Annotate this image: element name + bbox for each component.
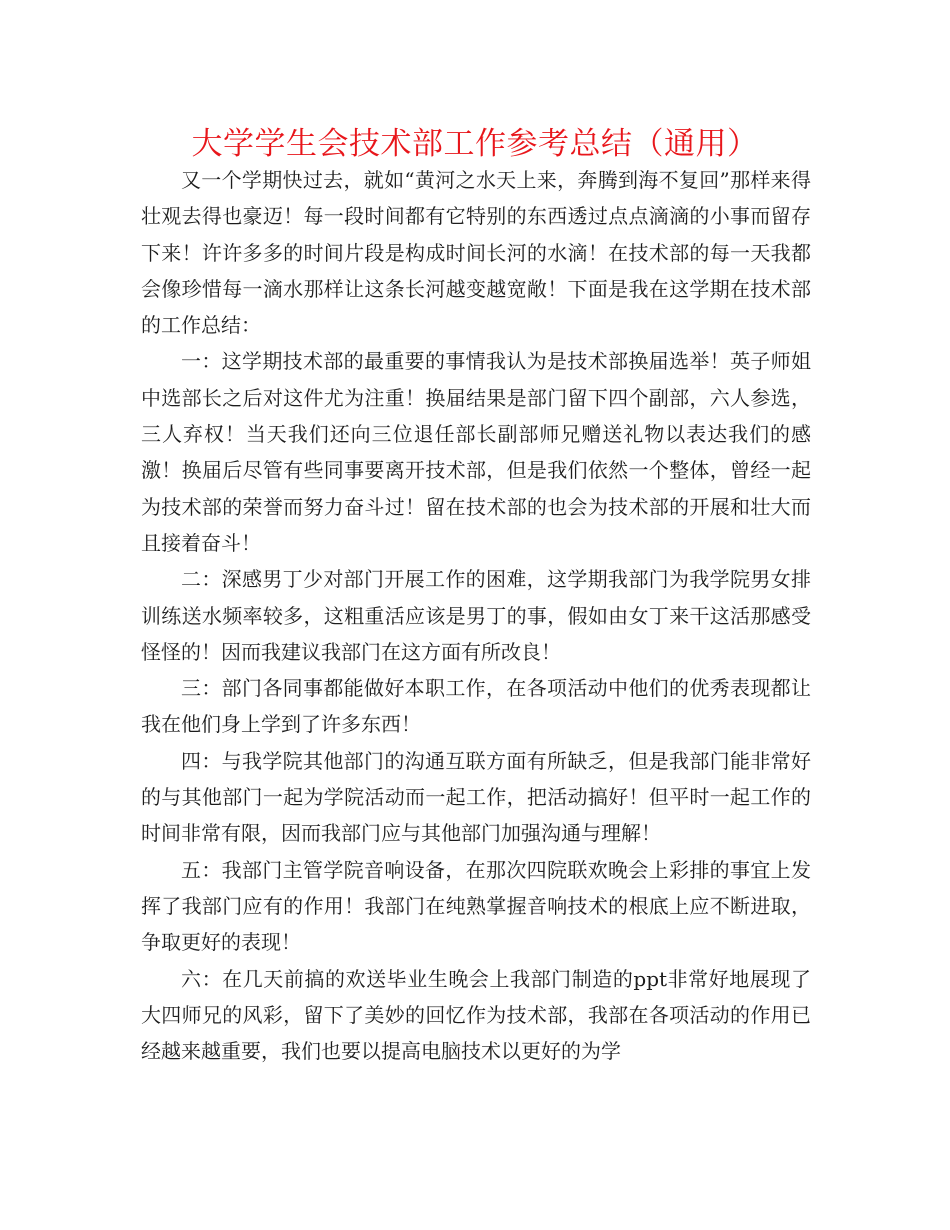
paragraph-point-6: 六：在几天前搞的欢送毕业生晚会上我部门制造的ppt非常好地展现了大四师兄的风彩，留下了美妙的回忆作为技术部，我部在各项活动的作用已经越来越重要，我们也要以提高电脑技术以更好的为学 — [141, 966, 811, 1064]
document-title: 大学学生会技术部工作参考总结（通用） — [191, 126, 759, 162]
paragraph-intro: 又一个学期快过去，就如“黄河之水天上来，奔腾到海不复回”那样来得壮观去得也豪迈！每一段时间都有它特别的东西透过点点滴滴的小事而留存下来！许许多多的时间片段是构成时间长河的水滴！在技术部的每一天我都会像珍惜每一滴水那样让这条长河越变越宽敞！下面是我在这学期在技术部的工作总结： — [141, 168, 811, 338]
paragraph-point-4: 四：与我学院其他部门的沟通互联方面有所缺乏，但是我部门能非常好的与其他部门一起为学院活动而一起工作，把活动搞好！但平时一起工作的时间非常有限，因而我部门应与其他部门加强沟通与理解！ — [141, 748, 811, 846]
paragraph-point-5: 五：我部门主管学院音响设备，在那次四院联欢晚会上彩排的事宜上发挥了我部门应有的作用！我部门在纯熟掌握音响技术的根底上应不断进取，争取更好的表现！ — [141, 857, 811, 955]
paragraph-point-1: 一：这学期技术部的最重要的事情我认为是技术部换届选举！英子师姐中选部长之后对这件尤为注重！换届结果是部门留下四个副部，六人参选，三人弃权！当天我们还向三位退任部长副部师兄赠送礼物以表达我们的感激！换届后尽管有些同事要离开技术部，但是我们依然一个整体，曾经一起为技术部的荣誉而努力奋斗过！留在技术部的也会为技术部的开展和壮大而且接着奋斗！ — [141, 349, 811, 555]
paragraph-point-2: 二：深感男丁少对部门开展工作的困难，这学期我部门为我学院男女排训练送水频率较多，这粗重活应该是男丁的事，假如由女丁来干这活那感受怪怪的！因而我建议我部门在这方面有所改良！ — [141, 567, 811, 664]
paragraph-point-3: 三：部门各同事都能做好本职工作，在各项活动中他们的优秀表现都让我在他们身上学到了许多东西！ — [141, 676, 811, 737]
document-body — [141, 162, 811, 1069]
